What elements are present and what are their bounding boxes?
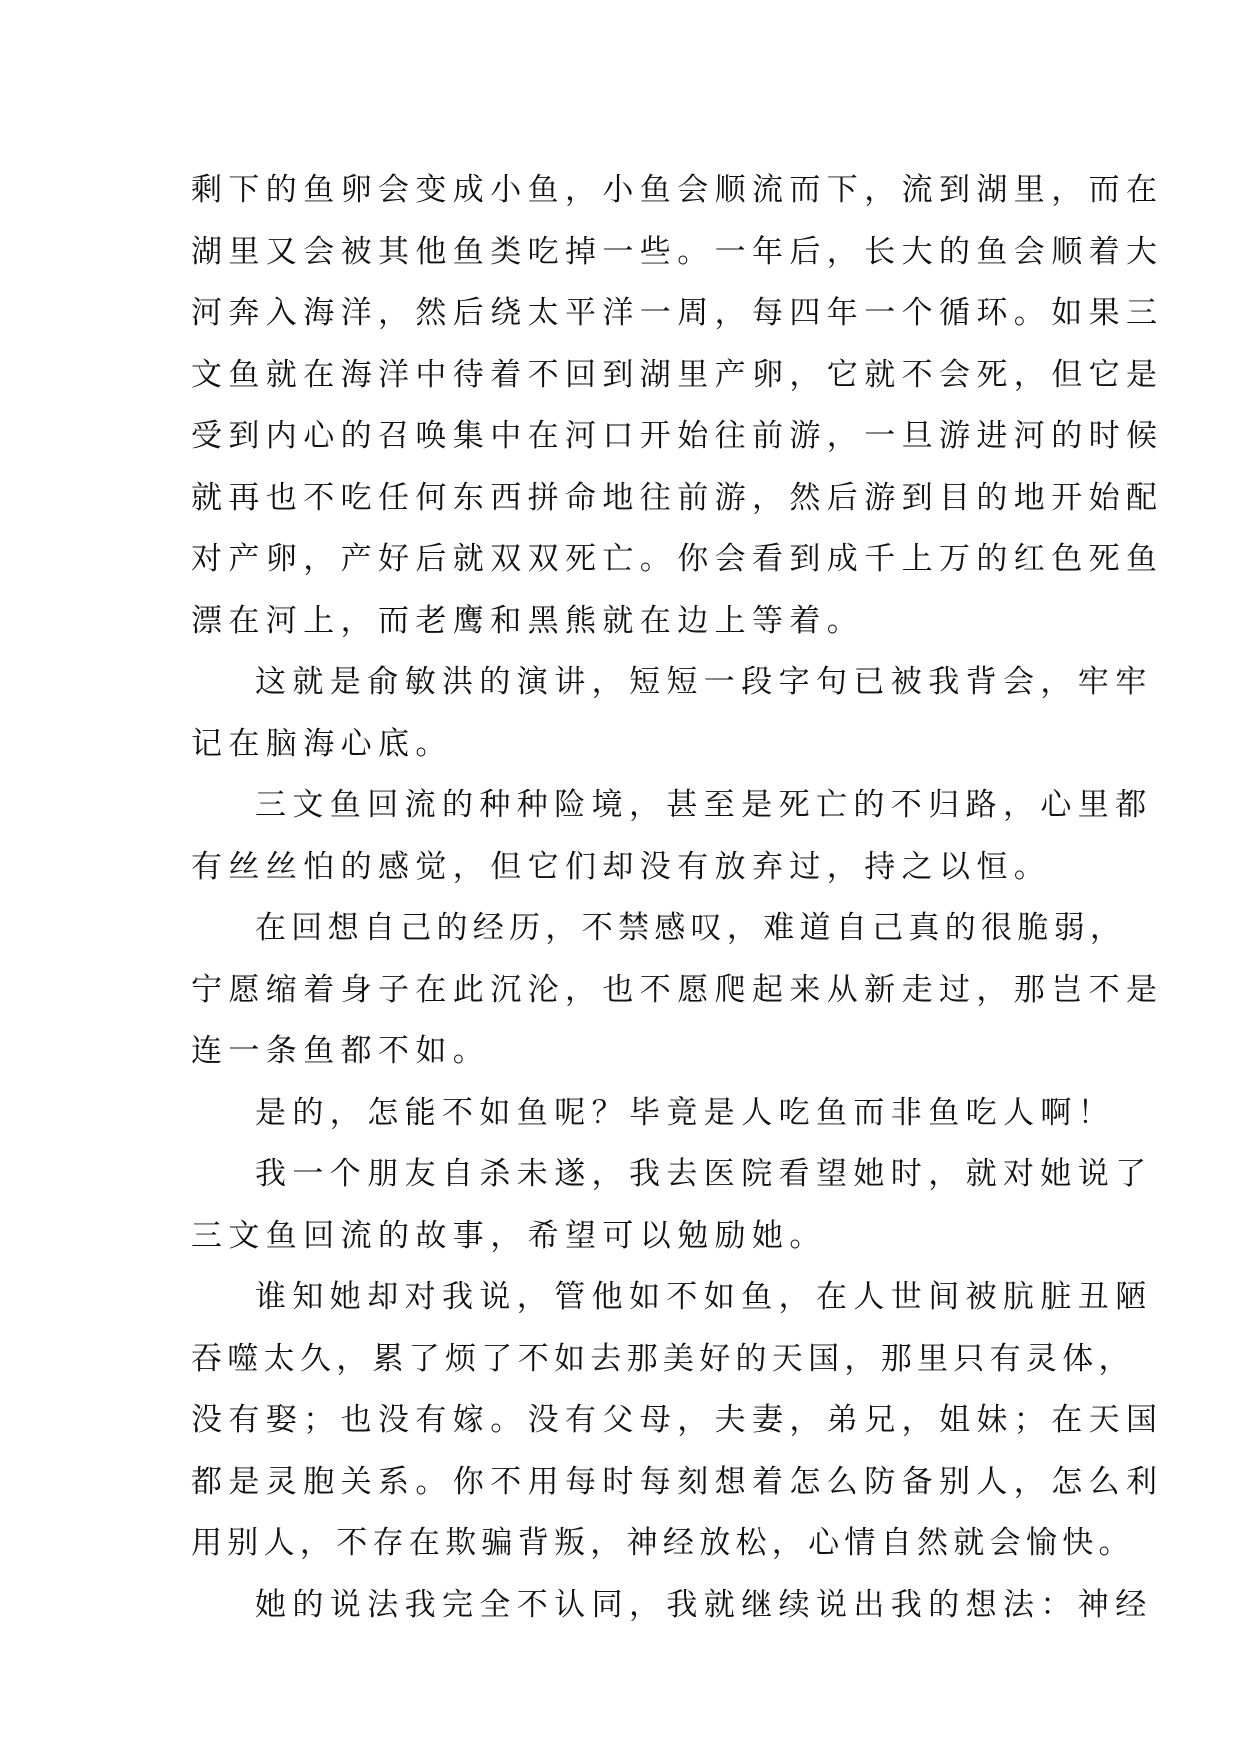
body-text: [191, 160, 1164, 1636]
text-line: 吞噬太久，累了烦了不如去那美好的天国，那里只有灵体，: [191, 1340, 1135, 1377]
text-line: 有丝丝怕的感觉，但它们却没有放弃过，持之以恒。: [191, 848, 1052, 885]
text-line: 就再也不吃任何东西拼命地往前游，然后游到目的地开始配: [191, 479, 1164, 516]
paragraph-speech: [191, 652, 1153, 775]
paragraph-friend: [191, 1144, 1153, 1267]
text-line: 在回想自己的经历，不禁感叹，难道自己真的很脆弱，: [255, 910, 1127, 946]
text-line: 宁愿缩着身子在此沉沦，也不愿爬起来从新走过，那岂不是: [191, 971, 1164, 1008]
text-line: 河奔入海洋，然后绕太平洋一周，每四年一个循环。如果三: [191, 295, 1164, 331]
text-line: 用别人，不存在欺骗背叛，神经放松，心情自然就会愉快。: [191, 1525, 1135, 1561]
text-line: 是的，怎能不如鱼呢？毕竟是人吃鱼而非鱼吃人啊！: [255, 1094, 1116, 1131]
text-line: 剩下的鱼卵会变成小鱼，小鱼会顺流而下，流到湖里，而在: [191, 172, 1164, 208]
text-line: 我一个朋友自杀未遂，我去医院看望她时，就对她说了: [255, 1156, 1153, 1192]
text-line: 三文鱼回流的种种险境，甚至是死亡的不归路，心里都: [255, 787, 1153, 823]
text-line: 这就是俞敏洪的演讲，短短一段字句已被我背会，牢牢: [255, 664, 1153, 700]
paragraph-perseverance: [191, 775, 1153, 898]
paragraph-friend-reply: [191, 1267, 1164, 1575]
paragraph-salmon-lifecycle: [191, 160, 1164, 652]
text-line: 三文鱼回流的故事，希望可以勉励她。: [191, 1217, 827, 1254]
text-line: 湖里又会被其他鱼类吃掉一些。一年后，长大的鱼会顺着大: [191, 233, 1164, 270]
paragraph-human-vs-fish: [191, 1083, 1116, 1145]
text-line: 漂在河上，而老鹰和黑熊就在边上等着。: [191, 602, 865, 639]
text-line: 受到内心的召唤集中在河口开始往前游，一旦游进河的时候: [191, 418, 1164, 454]
text-line: 她的说法我完全不认同，我就继续说出我的想法：神经: [255, 1586, 1153, 1623]
text-line: 连一条鱼都不如。: [191, 1033, 491, 1069]
text-line: 没有娶；也没有嫁。没有父母，夫妻，弟兄，姐妹；在天国: [191, 1402, 1164, 1438]
text-line: 记在脑海心底。: [191, 725, 453, 762]
text-line: 对产卵，产好后就双双死亡。你会看到成千上万的红色死鱼: [191, 541, 1164, 577]
text-line: 都是灵胞关系。你不用每时每刻想着怎么防备别人，怎么利: [191, 1463, 1164, 1500]
paragraph-reflection: [191, 898, 1164, 1083]
text-line: 谁知她却对我说，管他如不如鱼，在人世间被肮脏丑陋: [255, 1279, 1153, 1315]
paragraph-my-view: [191, 1575, 1153, 1637]
text-line: 文鱼就在海洋中待着不回到湖里产卵，它就不会死，但它是: [191, 356, 1164, 393]
